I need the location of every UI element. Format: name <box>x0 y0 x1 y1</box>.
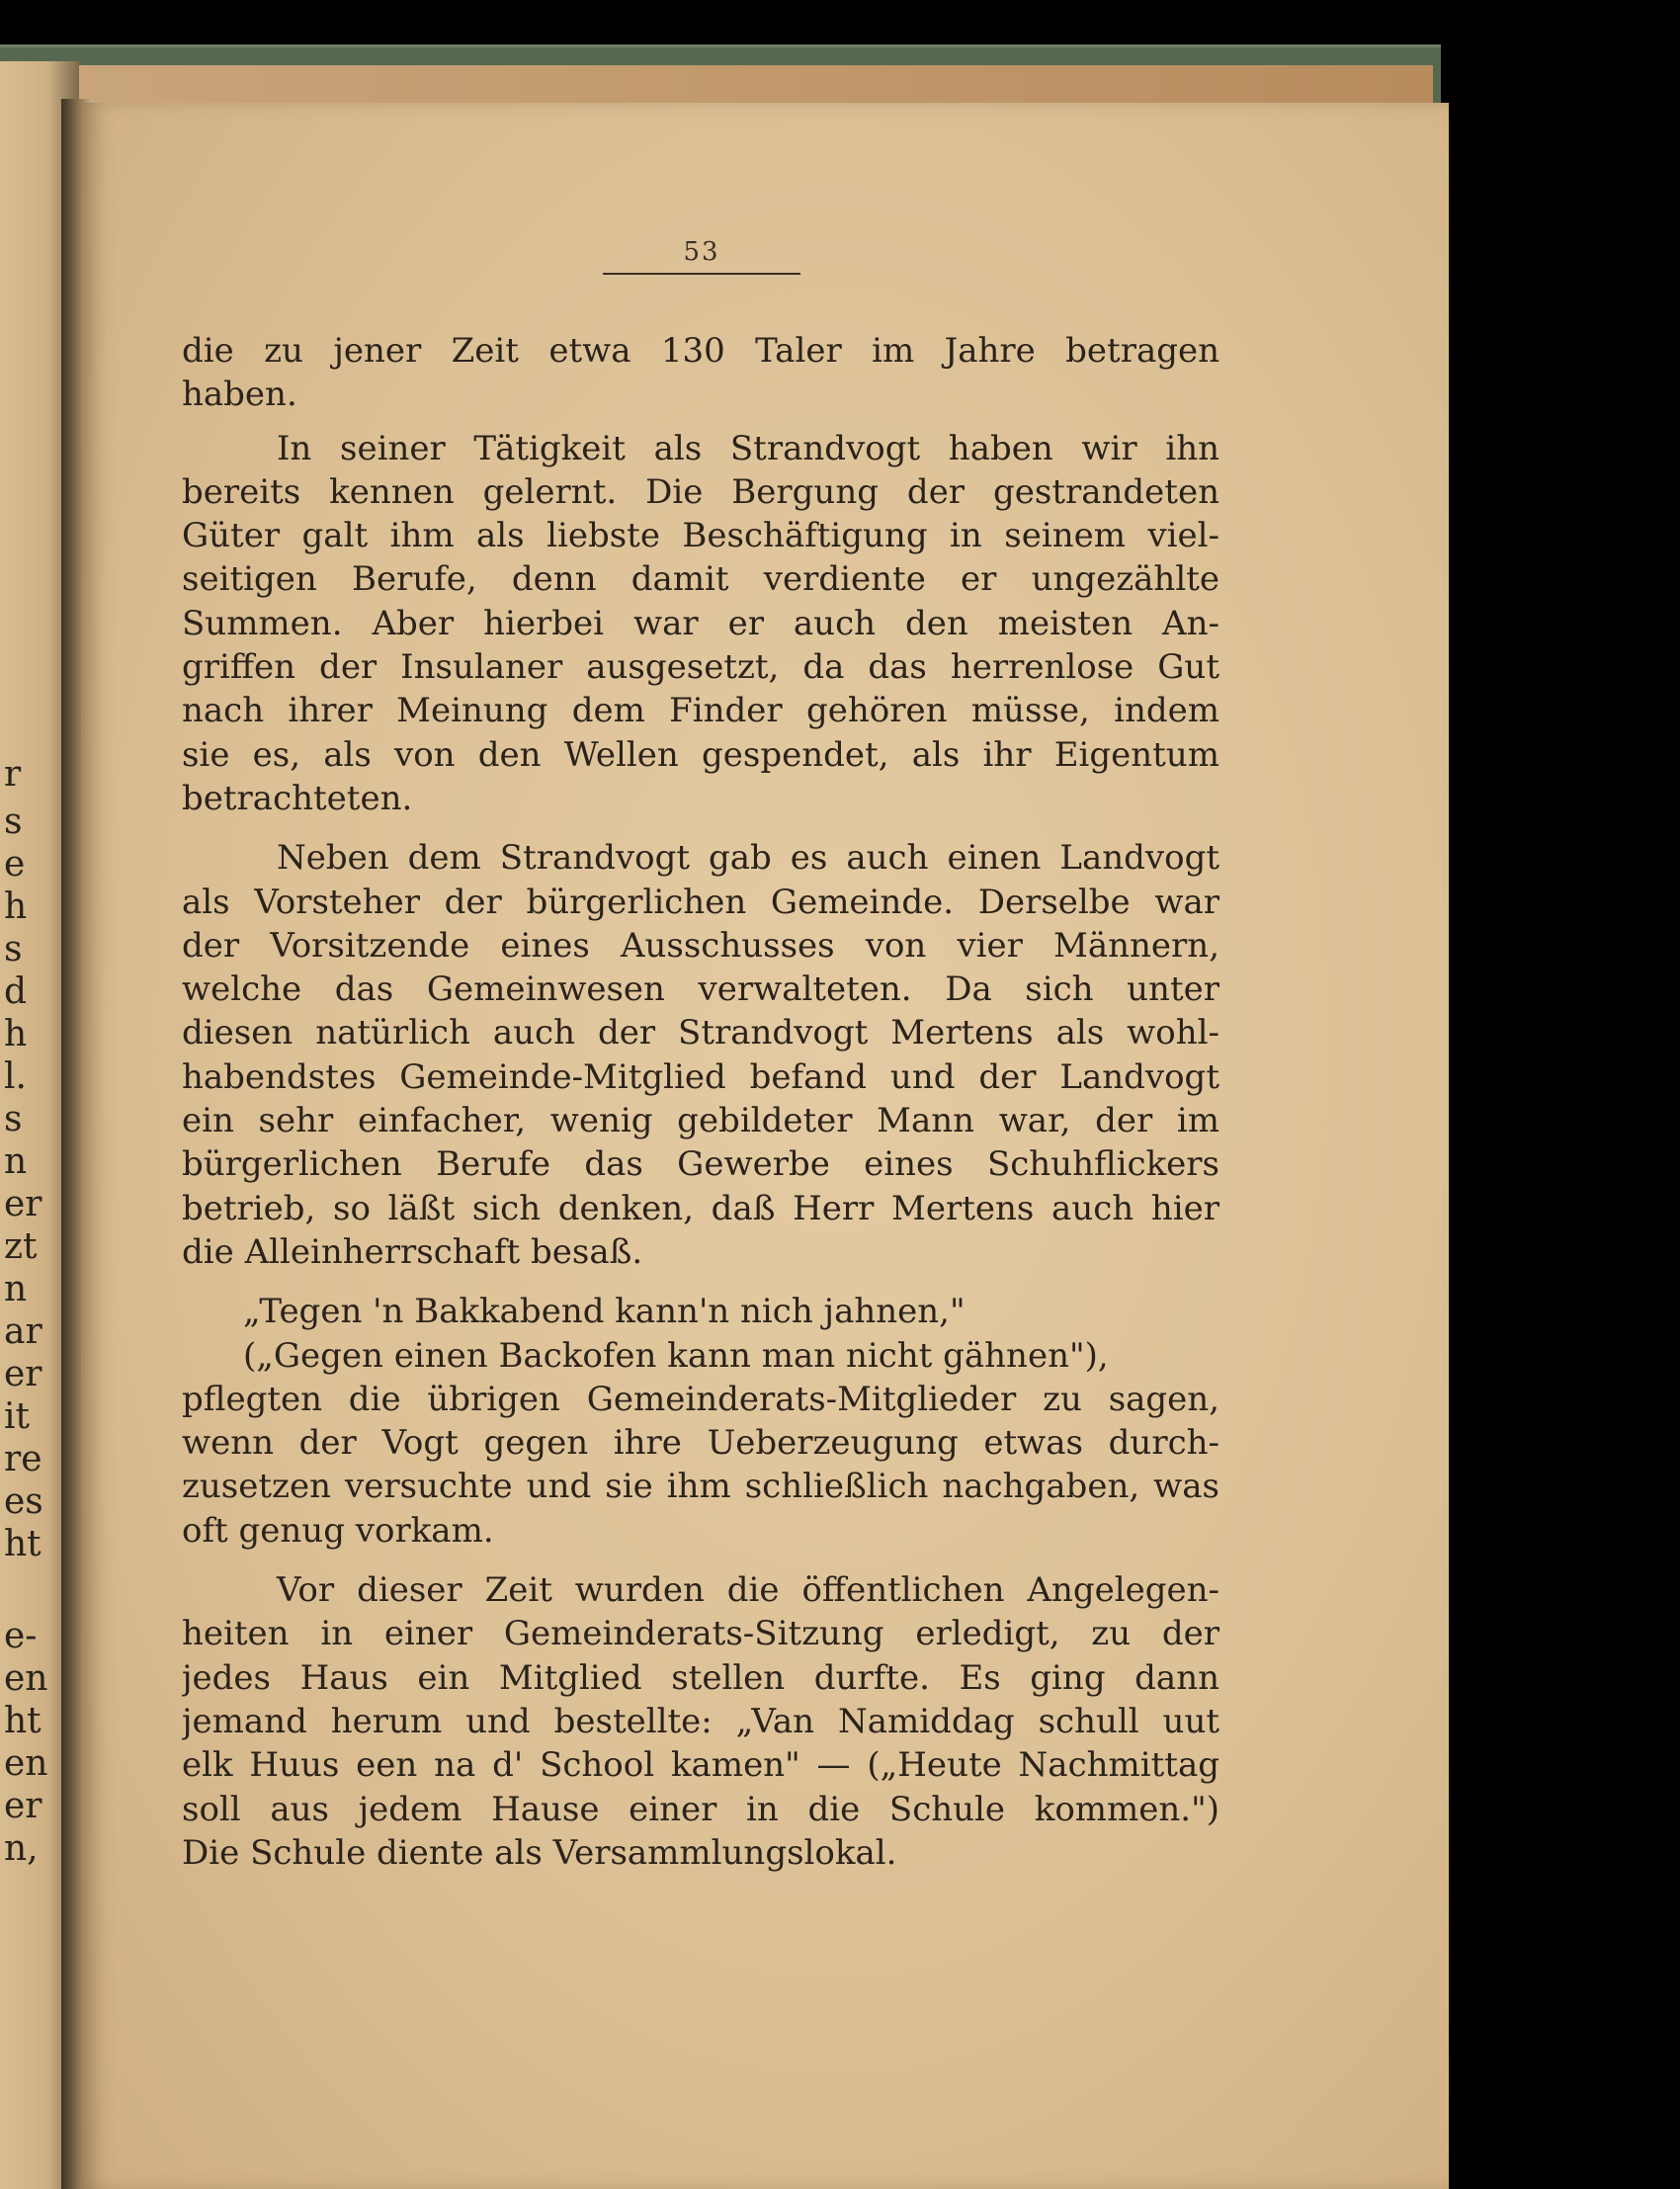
left-fragment: es <box>4 1481 43 1522</box>
text-line: bereits kennen gelernt. Die Bergung der gestrandeten <box>182 471 1219 512</box>
text-line: elk Huus een na d' School kamen" — („Heute Nachmittag <box>182 1745 1219 1786</box>
left-fragment: e <box>4 844 26 884</box>
left-fragment: er <box>4 1354 42 1394</box>
text-line: habendstes Gemeinde-Mitglied befand und der Landvogt <box>182 1056 1219 1097</box>
text-line: soll aus jedem Hause einer in die Schule kommen.") <box>182 1789 1219 1829</box>
left-fragment: en <box>4 1658 48 1699</box>
left-fragment: n, <box>4 1828 39 1869</box>
verse-line: „Tegen 'n Bakkabend kann'n nich jahnen," <box>243 1292 966 1332</box>
text-line: als Vorsteher der bürgerlichen Gemeinde. Derselbe war <box>182 882 1219 922</box>
left-fragment: d <box>4 971 28 1012</box>
body-text <box>182 329 1219 1875</box>
text-line: betrachteten. <box>182 778 413 818</box>
left-fragment: n <box>4 1141 28 1182</box>
text-line: nach ihrer Meinung dem Finder gehören müsse, indem <box>182 691 1219 731</box>
running-head <box>603 237 800 267</box>
text-line: sie es, als von den Wellen gespendet, als ihr Eigentum <box>182 734 1219 775</box>
left-fragment: ar <box>4 1311 42 1352</box>
left-fragment: n <box>4 1269 28 1309</box>
text-line: Summen. Aber hierbei war er auch den meisten An- <box>182 603 1219 643</box>
paragraph-gap <box>182 820 1219 836</box>
left-fragment: s <box>4 801 23 842</box>
left-fragment: s <box>4 929 23 969</box>
text-line: Die Schule diente als Versammlungslokal. <box>182 1832 897 1873</box>
verse-line: („Gegen einen Backofen kann man nicht gähnen"), <box>243 1335 1109 1376</box>
left-fragment: s <box>4 1099 23 1139</box>
text-line: Güter galt ihm als liebste Beschäftigung in seinem viel- <box>182 516 1219 556</box>
left-fragment: ht <box>4 1524 42 1564</box>
text-line: In seiner Tätigkeit als Strandvogt haben wir ihn <box>277 428 1219 468</box>
text-line: wenn der Vogt gegen ihre Ueberzeugung etwas durch- <box>182 1423 1219 1464</box>
left-fragment: er <box>4 1786 42 1826</box>
text-line: welche das Gemeinwesen verwalteten. Da sich unter <box>182 969 1219 1010</box>
left-fragment: re <box>4 1439 42 1479</box>
text-line: die Alleinherrschaft besaß. <box>182 1231 643 1272</box>
text-line: haben. <box>182 375 297 415</box>
text-line: diesen natürlich auch der Strandvogt Mertens als wohl- <box>182 1013 1219 1053</box>
text-line: pflegten die übrigen Gemeinderats-Mitglieder zu sagen, <box>182 1379 1219 1419</box>
text-line: der Vorsitzende eines Ausschusses von vier Männern, <box>182 925 1219 966</box>
left-fragment: l. <box>4 1056 27 1097</box>
left-fragment: e- <box>4 1616 38 1656</box>
left-fragment: h <box>4 1014 28 1054</box>
text-line: betrieb, so läßt sich denken, daß Herr Mertens auch hier <box>182 1188 1219 1228</box>
left-fragment: er <box>4 1184 42 1224</box>
paragraph-gap <box>182 417 1219 427</box>
text-line: jemand herum und bestellte: „Van Namiddag schull uut <box>182 1701 1219 1741</box>
text-line: jedes Haus ein Mitglied stellen durfte. Es ging dann <box>182 1657 1219 1698</box>
text-line: griffen der Insulaner ausgesetzt, da das herrenlose Gut <box>182 647 1219 688</box>
text-line: zusetzen versuchte und sie ihm schließlich nachgaben, was <box>182 1467 1219 1507</box>
head-rule <box>603 273 800 275</box>
text-line: bürgerlichen Berufe das Gewerbe eines Schuhflickers <box>182 1144 1219 1185</box>
text-line: oft genug vorkam. <box>182 1510 494 1551</box>
left-fragment: ht <box>4 1701 42 1741</box>
text-line: seitigen Berufe, denn damit verdiente er ungezählte <box>182 559 1219 600</box>
left-fragment: it <box>4 1396 30 1437</box>
left-fragment: en <box>4 1743 48 1784</box>
paragraph-gap <box>182 1274 1219 1290</box>
text-line: ein sehr einfacher, wenig gebildeter Mann war, der im <box>182 1101 1219 1141</box>
text-line: heiten in einer Gemeinderats-Sitzung erledigt, zu der <box>182 1614 1219 1654</box>
page-number: 53 <box>683 237 720 267</box>
text-line: Vor dieser Zeit wurden die öffentlichen Angelegen- <box>277 1570 1219 1611</box>
left-fragment: zt <box>4 1226 38 1267</box>
left-fragment: r <box>4 754 22 795</box>
left-fragment: h <box>4 886 28 927</box>
paragraph-gap <box>182 1553 1219 1568</box>
text-line: Neben dem Strandvogt gab es auch einen Landvogt <box>277 838 1219 879</box>
text-line: die zu jener Zeit etwa 130 Taler im Jahre betragen <box>182 331 1219 371</box>
